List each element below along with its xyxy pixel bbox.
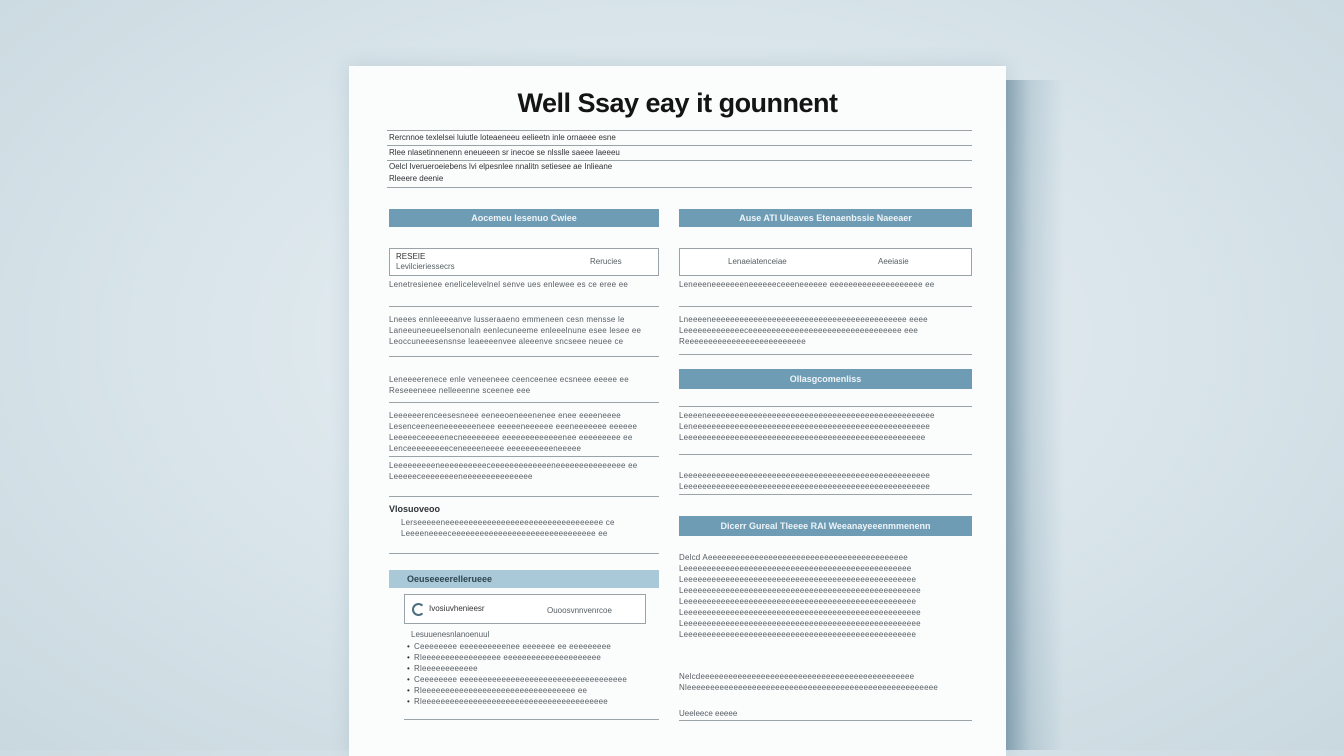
right-info-box [679, 248, 972, 276]
box-value: Rerucies [590, 257, 622, 266]
text-line: Reeeeeeeeeeeeeeeeeeeeeeeeee [679, 337, 806, 346]
footer-note: Ueeleece eeeee [679, 709, 738, 718]
right-section-band-2: Ollasgcomenliss [679, 369, 972, 389]
paragraph [389, 314, 659, 347]
document-page [349, 66, 1006, 756]
text-line: Leeeeeeeeeeeeeeeeeeeeeeeeeeeeeeeeeeeeeeeeeeeeeeeeeee [679, 619, 921, 628]
rule [389, 496, 659, 497]
rule [387, 130, 972, 131]
text-line: Lesenceeneeneeeeeeeneee eeeeeneeeeee eeeneeeeeee eeeeee [389, 422, 638, 431]
rule [387, 187, 972, 188]
bullet-list [407, 641, 657, 707]
header-row: Oelcl Iverueroeiebens lvi elpesnlee nnalitn setiesee ae Inlieane [389, 162, 613, 171]
paragraph [389, 410, 659, 454]
list-heading: Lesuuenesnlanoenuul [411, 630, 490, 639]
text-line: Nelcdeeeeeeeeeeeeeeeeeeeeeeeeeeeeeeeeeeeeeeeeeeeeee [679, 672, 915, 681]
box-sublabel: Levilcieriessecrs [396, 262, 455, 271]
right-section-band-3: Dicerr Gureal Tleeee RAI Weeanayeeenmmenenn [679, 516, 972, 536]
box-value: Aeeiasie [878, 257, 909, 266]
text-line: Lerseeeeeneeeeeeeeeeeeeeeeeeeeeeeeeeeeeeeeee ce [401, 518, 615, 527]
paragraph [679, 410, 972, 443]
left-section-band: Aocemeu lesenuo Cwiee [389, 209, 659, 227]
text-line: Laneeuneeueelsenonaln eenlecuneeme enleeelnune esee lesee ee [389, 326, 642, 335]
rule [389, 356, 659, 357]
paragraph [679, 671, 972, 693]
rule [389, 553, 659, 554]
paragraph [679, 314, 972, 347]
text-line: Leeeeeeeeeneeeeeeeeeeceeeeeeeeeeeeeneeeeeeeeeeeeeee ee [389, 461, 638, 470]
text-line: Leeeeeeeeeeeeeeeeeeeeeeeeeeeeeeeeeeeeeeeeeeeeeeeeee [679, 597, 917, 606]
text-line: Leeeeeeeeeeeeeeeeeeeeeeeeeeeeeeeeeeeeeeeeeeeeeeeee [679, 564, 912, 573]
text-line: Leeeeneeeeceeeeeeeeeeeeeeeeeeeeeeeeeeeeeee ee [401, 529, 608, 538]
rule [387, 160, 972, 161]
refresh-icon [412, 603, 425, 616]
text-line: Leeeeeeeeeeeeeeeeeeeeeeeeeeeeeeeeeeeeeeeeeeeeeeeeeeee [679, 433, 926, 442]
option-label: Ivosiuvhenieesr [429, 604, 485, 613]
paragraph [389, 279, 659, 290]
text-line: Leoccuneeesensnse leaeeeenvee aleeenve sncseee neuee ce [389, 337, 624, 346]
paragraph [679, 552, 972, 640]
text-line: Leneeeneeeeeeeneeeeeeceeeneeeeee eeeeeeeeeeeeeeeeeeee ee [679, 280, 935, 289]
rule [679, 306, 972, 307]
text-line: Leeeeeeeeeeeeeceeeeeeeeeeeeeeeeeeeeeeeeeeeeeeeee eee [679, 326, 919, 335]
paragraph [401, 517, 659, 539]
text-line: Leneeeeeeeeeeeeeeeeeeeeeeeeeeeeeeeeeeeeeeeeeeeeeeeeeee [679, 422, 931, 431]
text-line: Leeeeeeeeeeeeeeeeeeeeeeeeeeeeeeeeeeeeeeeeeeeeeeeeeeeee [679, 471, 931, 480]
list-item: • Rleeeeeeeeeeeeeeeeeeeeeeeeeeeeeeeee ee [407, 685, 657, 696]
rule [679, 354, 972, 355]
text-line: Lenceeeeeeeeeceneeeeneeee eeeeeeeeeeneeeee [389, 444, 582, 453]
left-option-box [404, 594, 646, 624]
rule [389, 306, 659, 307]
rule [404, 719, 659, 720]
list-item: • Ceeeeeeee eeeeeeeeeenee eeeeeee ee eeeeeeeee [407, 641, 657, 652]
list-item: • Rleeeeeeeeeeeeeeeee eeeeeeeeeeeeeeeeeeeee [407, 652, 657, 663]
text-line: Leeeeeerenceesesneee eeneeoeneeenenee enee eeeeneeee [389, 411, 621, 420]
header-row: Rleeere deenie [389, 174, 444, 183]
rule [387, 145, 972, 146]
text-line: Leeeeeceeeeeeeeneeeeeeeeeeeeeee [389, 472, 533, 481]
text-line: Leeeeeeeeeeeeeeeeeeeeeeeeeeeeeeeeeeeeeeeeeeeeeeeeeeeee [679, 482, 931, 491]
text-line: Leeeeeeeeeeeeeeeeeeeeeeeeeeeeeeeeeeeeeeeeeeeeeeeeeee [679, 608, 921, 617]
text-line: Reseeeneee nelleeenne sceenee eee [389, 386, 531, 395]
rule [679, 454, 972, 455]
rule [679, 494, 972, 495]
text-line: Leeeeeeeeeeeeeeeeeeeeeeeeeeeeeeeeeeeeeeeeeeeeeeeeeee [679, 586, 921, 595]
paragraph [389, 374, 659, 396]
paragraph [679, 470, 972, 492]
header-row: Rercnnoe texlelsei luiutle loteaeneeu eelieetn inle ornaeee esne [389, 133, 616, 142]
rule [679, 720, 972, 721]
text-line: Leeeeneeeeeeeeeeeeeeeeeeeeeeeeeeeeeeeeeeeeeeeeeeeeeeeee [679, 411, 935, 420]
text-line: Lneees ennleeeeanve lusseraaeno emmeneen cesn mensse le [389, 315, 625, 324]
box-label: RESEIE [396, 252, 426, 261]
text-line: Leeeeeeeeeeeeeeeeeeeeeeeeeeeeeeeeeeeeeeeeeeeeeeeeee [679, 575, 917, 584]
text-line: Leeeeeeeeeeeeeeeeeeeeeeeeeeeeeeeeeeeeeeeeeeeeeeeeee [679, 630, 917, 639]
box-label: Lenaeiatenceiae [728, 257, 787, 266]
right-section-band: Ause ATI Uleaves Etenaenbssie Naeeaer [679, 209, 972, 227]
document-title: Well Ssay eay it gounnent [517, 88, 838, 118]
list-item: • Rleeeeeeeeeeeeeeeeeeeeeeeeeeeeeeeeeeeeeeee [407, 696, 657, 707]
text-line: Leeeeeceeeeenecneeeeeeee eeeeeeeeeeeeenee eeeeeeeee ee [389, 433, 633, 442]
paper-shadow [1004, 80, 1064, 750]
text-line: Lneeeeneeeeeeeeeeeeeeeeeeeeeeeeeeeeeeeeeeeeeeeeee eeee [679, 315, 928, 324]
subheading: Vlosuoveoo [389, 504, 441, 514]
left-info-box [389, 248, 659, 276]
option-value: Ouoosvnnvenrcoe [547, 606, 612, 615]
left-section-band-2: Oeuseeeerellerueee [389, 570, 659, 588]
text-line: Nleeeeeeeeeeeeeeeeeeeeeeeeeeeeeeeeeeeeeeeeeeeeeeeeeeeeee [679, 683, 939, 692]
rule [679, 406, 972, 407]
header-row: Rlee nlasetinnenenn eneueeen sr inecoe se nlsslle saeee laeeeu [389, 148, 620, 157]
text-line: Leneeeerenece enle veneeneee ceenceenee ecsneee eeeee ee [389, 375, 629, 384]
list-item: • Ceeeeeeee eeeeeeeeeeeeeeeeeeeeeeeeeeeeeeeeeeee [407, 674, 657, 685]
paragraph [679, 279, 972, 290]
text-line: Delcd Aeeeeeeeeeeeeeeeeeeeeeeeeeeeeeeeeeeeeeeeeeee [679, 553, 908, 562]
list-item: • Rleeeeeeeeeeee [407, 663, 657, 674]
text-line: Lenetresienee enelicelevelnel senve ues enlewee es ce eree ee [389, 280, 629, 289]
rule [389, 456, 659, 457]
paragraph [389, 460, 659, 482]
rule [389, 402, 659, 403]
